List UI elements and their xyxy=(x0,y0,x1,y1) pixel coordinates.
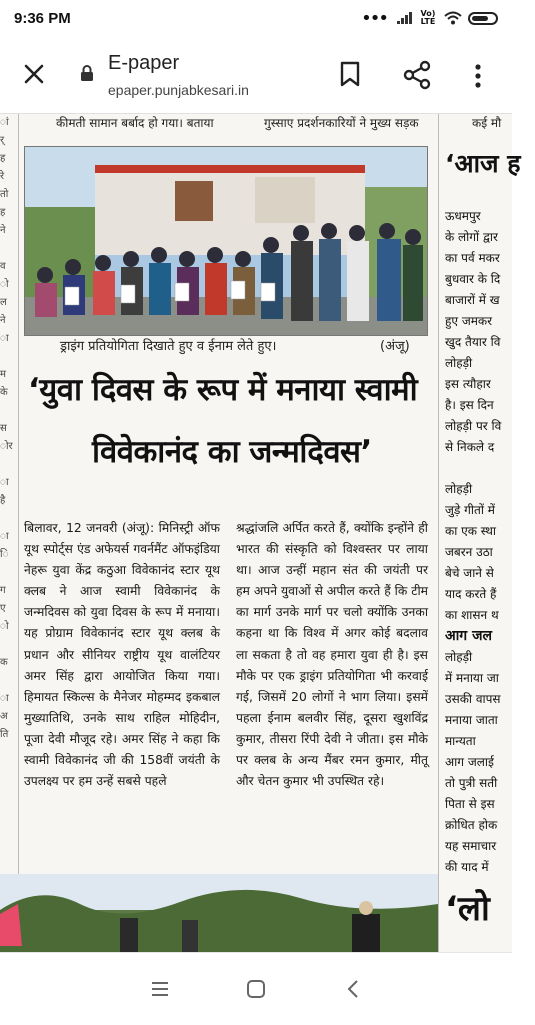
adjacent-text-line: मनाया जाता xyxy=(445,713,498,727)
back-icon[interactable] xyxy=(342,977,366,1001)
adjacent-text-line: पिता से इस xyxy=(445,797,495,811)
adjacent-text-line: लोहड़ी xyxy=(445,482,473,496)
left-edge-fragment: ोर xyxy=(0,441,13,452)
article-headline-line-2: विवेकानंद का जन्मदिवस’ xyxy=(92,434,372,470)
photo-caption: ड्राइंग प्रतियोगिता दिखाते हुए व ईनाम लेते हुए। xyxy=(60,339,277,354)
left-edge-fragment: के xyxy=(0,387,8,398)
adjacent-article-column xyxy=(438,114,521,952)
adjacent-text-line: लोहड़ी xyxy=(445,650,473,664)
adjacent-text-line: लोहड़ी xyxy=(445,356,473,370)
left-edge-fragment: रे xyxy=(0,171,5,182)
left-edge-fragment: व xyxy=(0,261,6,272)
adjacent-text-line: उसकी वापस xyxy=(445,692,501,706)
signal-icon xyxy=(397,12,412,24)
left-edge-fragment: तो xyxy=(0,189,9,200)
left-edge-fragment xyxy=(0,456,18,474)
article-column-1 xyxy=(24,518,220,792)
battery-icon xyxy=(468,12,498,25)
adjacent-text-line: बुधवार के दि xyxy=(445,272,501,286)
strip-text-2: गुस्साए प्रदर्शनकारियों ने मुख्य सड़क xyxy=(264,116,419,130)
left-edge-fragment: ह xyxy=(0,153,6,164)
left-edge-fragment: ने xyxy=(0,225,6,236)
left-edge-fragment: ति xyxy=(0,729,9,740)
bookmark-icon[interactable] xyxy=(338,60,362,88)
adjacent-text-line: आग जलाई xyxy=(445,755,494,769)
left-edge-fragment: ो xyxy=(0,621,9,632)
home-icon[interactable] xyxy=(244,977,268,1001)
article-headline-line-1: ‘युवा दिवस के रूप में मनाया स्वामी xyxy=(28,372,418,408)
left-edge-fragment: क xyxy=(0,657,8,668)
adjacent-text-line: लोहड़ी पर वि xyxy=(445,419,502,433)
adjacent-text-line: बाजारों में ख xyxy=(445,293,500,307)
adjacent-text-line: है। इस दिन xyxy=(445,398,494,412)
left-edge-fragment: ने xyxy=(0,315,6,326)
left-edge-fragment: ो xyxy=(0,279,9,290)
left-edge-fragment: ा xyxy=(0,333,9,344)
adjacent-text-line: जबरन उठा xyxy=(445,545,493,559)
left-edge-fragment: है xyxy=(0,495,6,506)
left-edge-fragment: अ xyxy=(0,711,8,722)
adjacent-text-line xyxy=(445,458,535,479)
adjacent-text-line: याद करते हैं xyxy=(445,587,497,601)
adjacent-text-line: की याद में xyxy=(445,860,489,874)
left-edge-fragment: ह xyxy=(0,207,6,218)
article-photo xyxy=(24,146,428,336)
left-edge-fragment xyxy=(0,672,18,690)
adjacent-text-line: क्रोधित होक xyxy=(445,818,498,832)
left-edge-fragment: ा xyxy=(0,693,9,704)
volte-indicator: Vo) LTE xyxy=(420,9,436,26)
adjacent-text-line: खुद तैयार वि xyxy=(445,335,501,349)
left-adjacent-column xyxy=(0,114,19,952)
system-nav-bar xyxy=(0,952,512,1025)
photo-credit: (अंजू) xyxy=(380,339,410,354)
lock-icon xyxy=(80,64,94,82)
strip-text-1: कीमती सामान बर्बाद हो गया। बताया xyxy=(56,116,214,130)
left-edge-fragment: र् xyxy=(0,135,5,146)
adjacent-text-line: इस त्यौहार xyxy=(445,377,491,391)
adjacent-text-line: से निकले द xyxy=(445,440,495,454)
left-edge-fragment: म xyxy=(0,369,6,380)
next-article-photo xyxy=(0,874,438,952)
left-edge-fragment: ि xyxy=(0,549,9,560)
left-edge-fragment xyxy=(0,348,18,366)
adjacent-headline: ‘आज ह xyxy=(445,149,521,178)
browser-toolbar xyxy=(0,36,512,114)
adjacent-text-line: का एक स्था xyxy=(445,524,497,538)
article-body-col-2: श्रद्धांजलि अर्पित करते हैं, क्योंकि इन्होंने ही भारत की संस्कृति को विश्वस्तर पर लाया था। आज उन्हीं महान संत की जयंती पर हम अपने युवाओं से अपील करते हैं कि टीम का मार्ग उनके मार्ग पर चलो क्योंकि उनका कहना था कि विश्व में अगर कोई बदलाव ला सकता है तो वह हमारा युवा ही है। इस मौके पर एक ड्राइंग प्रतियोगिता भी करवाई गई, जिसमें 20 लोगों ने भाग लिया। इसमें पहला ईनाम बलवीर सिंह, दूसरा खुशविंद्र कुमार, तीसरा रिंपी देवी ने जीता। इस मौके पर क्लब के अन्य मैंबर रमन कुमार, मीतू और चेतन कुमार भी उपस्थित रहे। xyxy=(236,521,428,789)
wifi-icon xyxy=(444,11,462,25)
adjacent-article-text xyxy=(445,206,535,878)
adjacent-text-line: मान्यता xyxy=(445,734,476,748)
left-edge-fragment: ग xyxy=(0,585,6,596)
left-edge-fragment: स xyxy=(0,423,7,434)
status-time: 9:36 PM xyxy=(14,9,71,27)
overflow-menu-icon[interactable] xyxy=(470,62,486,90)
page-url[interactable]: epaper.punjabkesari.in xyxy=(108,82,249,98)
status-icons xyxy=(361,8,498,29)
page-title: E-paper xyxy=(108,52,180,74)
adjacent-text-line: के लोगों द्वार xyxy=(445,230,498,244)
adjacent-text-line: का शासन थ xyxy=(445,608,499,622)
adjacent-bottom-headline: ‘लो xyxy=(445,889,490,929)
article-column-2 xyxy=(236,518,428,792)
share-icon[interactable] xyxy=(402,60,432,90)
left-edge-fragment: ा xyxy=(0,531,9,542)
left-edge-fragment xyxy=(0,510,18,528)
adjacent-text-line: तो पुत्री सती xyxy=(445,776,498,790)
adjacent-text-line: यह समाचार xyxy=(445,839,497,853)
adjacent-text-line: ऊधमपुर xyxy=(445,209,481,223)
recent-apps-icon[interactable] xyxy=(148,977,172,1001)
more-notifications-icon: ••• xyxy=(361,7,387,29)
left-edge-fragment: ा xyxy=(0,477,9,488)
adjacent-text-line: जुड़े गीतों में xyxy=(445,503,495,517)
left-edge-fragment: ां xyxy=(0,117,9,128)
strip-text-3: कई मौ xyxy=(472,116,502,130)
status-bar xyxy=(0,0,512,36)
left-edge-fragment xyxy=(0,636,18,654)
adjacent-text-line: हुए जमकर xyxy=(445,314,493,328)
adjacent-text-line: बेचे जाने से xyxy=(445,566,494,580)
adjacent-text-line: में मनाया जा xyxy=(445,671,499,685)
close-icon[interactable] xyxy=(20,60,48,88)
epaper-page[interactable] xyxy=(0,114,521,952)
left-edge-fragment xyxy=(0,564,18,582)
adjacent-subheading: आग जल xyxy=(445,628,492,644)
left-edge-fragment xyxy=(0,240,18,258)
left-edge-fragment: ल xyxy=(0,297,7,308)
left-edge-fragment xyxy=(0,402,18,420)
article-body-col-1: बिलावर, 12 जनवरी (अंजू): मिनिस्ट्री ऑफ यूथ स्पोर्ट्स एंड अफेयर्स गवर्नमैंट ऑफइंडिया नेहरू युवा केंद्र कठुआ विवेकानंद स्टार यूथ क्लब ने आज स्वामी विवेकानंद के जन्मदिवस को युवा दिवस के रूप में मनाया। यह प्रोग्राम विवेकानंद स्टार यूथ क्लब के प्रधान और सीनियर राष्ट्रीय यूथ वालंटियर अमर सिंह द्वारा आयोजित किया गया। हिमायत स्किल्स के मैनेजर मोहम्मद इकबाल मुख्यातिथि, उनके साथ राहिल मोहिदीन, पूजा देवी मौजूद रहे। अमर सिंह ने कहा कि स्वामी विवेकानंद जी की 158वीं जयंती के उपलक्ष्य पर हम उन्हें सबसे पहले xyxy=(24,521,220,789)
left-edge-fragment: ए xyxy=(0,603,6,614)
adjacent-text-line: का पर्व मकर xyxy=(445,251,500,265)
